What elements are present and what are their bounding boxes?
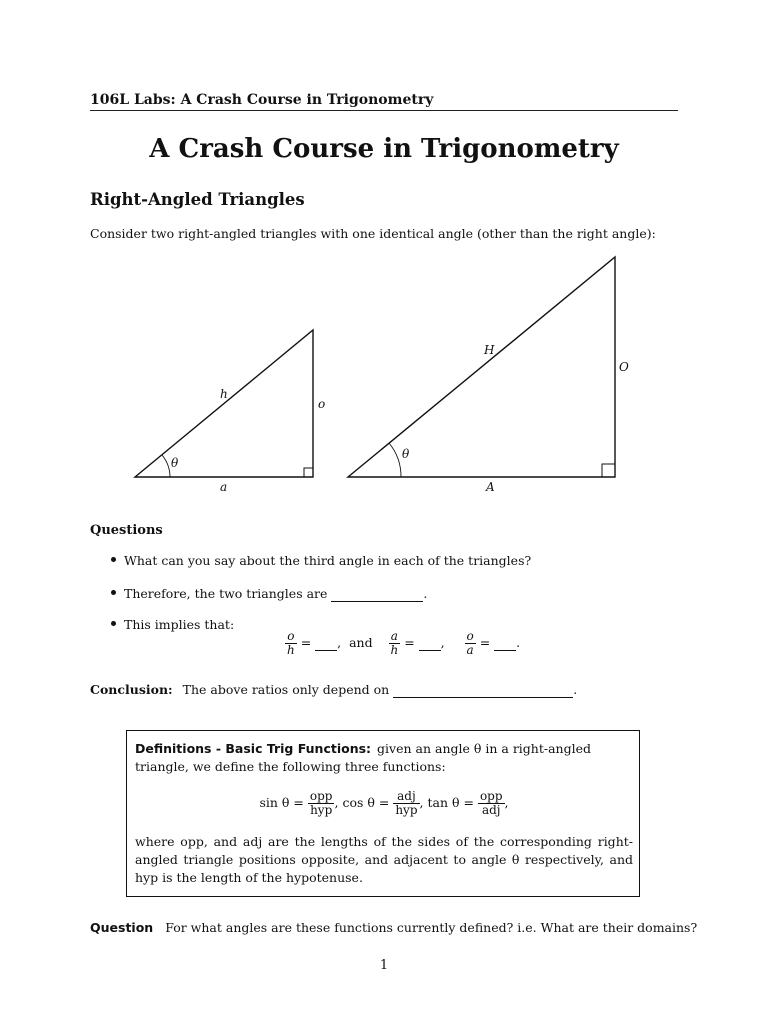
answer-blank xyxy=(315,635,337,651)
page-title: A Crash Course in Trigonometry xyxy=(149,134,619,164)
question-item: Therefore, the two triangles are . xyxy=(111,586,427,602)
question-item: This implies that: xyxy=(111,617,234,632)
final-question-label: Question xyxy=(90,920,154,935)
conclusion: Conclusion: The above ratios only depend on . xyxy=(90,682,578,697)
large-triangle xyxy=(348,257,629,494)
bullet-icon xyxy=(111,557,116,562)
ratio-equations: $\frac{o}{h}$ = , and $\frac{a}{h}$ = , $\frac{o}{a}$ = . xyxy=(287,629,521,657)
cos-fraction: $\frac{\text{adj}}{\text{hyp}}$ xyxy=(395,789,418,817)
ratio-o-over-h: $\frac{o}{h}$ xyxy=(287,629,295,657)
question-item: What can you say about the third angle in each of the triangles? xyxy=(111,553,531,568)
final-question: Question For what angles are these functions currently defined? i.e. What are their domains? xyxy=(90,920,698,935)
large-opp-label: O xyxy=(619,360,629,374)
large-angle-label: θ xyxy=(402,447,410,461)
section-heading: Right-Angled Triangles xyxy=(90,190,305,209)
ratio-a-over-h: $\frac{a}{h}$ xyxy=(390,629,399,657)
small-triangle xyxy=(135,330,325,494)
bullet-icon xyxy=(111,621,116,626)
bullet-icon xyxy=(111,590,116,595)
definition-explanation: where opp, and adj are the lengths of the sides of the corresponding right-angled triangle positions opposite, and adjacent to angle θ respectively, and hyp is the length of the hypotenuse. xyxy=(135,834,633,885)
ratio-o-over-a: $\frac{o}{a}$ xyxy=(466,629,474,657)
triangle-diagram xyxy=(0,240,768,500)
questions-heading: Questions xyxy=(90,523,163,538)
definition-intro: Definitions - Basic Trig Functions: given an angle θ in a right-angled triangle, we define the following three functions: xyxy=(135,741,591,774)
conclusion-label: Conclusion: xyxy=(90,682,173,697)
tan-fraction: $\frac{\text{opp}}{\text{adj}}$ xyxy=(479,789,503,817)
header-rule xyxy=(90,110,678,111)
large-adj-label: A xyxy=(486,480,495,494)
large-hyp-label: H xyxy=(484,343,495,357)
small-opp-label: o xyxy=(318,397,326,411)
small-adj-label: a xyxy=(220,480,228,494)
answer-blank xyxy=(331,586,423,602)
small-hyp-label: h xyxy=(220,387,228,401)
answer-blank xyxy=(393,682,573,698)
answer-blank xyxy=(494,635,516,651)
running-header: 106L Labs: A Crash Course in Trigonometry xyxy=(90,92,434,108)
definition-title: Definitions - Basic Trig Functions: xyxy=(135,741,372,756)
trig-formulas: sin θ = $\frac{\text{opp}}{\text{hyp}}$ , cos θ = $\frac{\text{adj}}{\text{hyp}}$ , tan θ = $\frac{\text{opp}}{\text{adj}}$ , xyxy=(259,789,509,817)
answer-blank xyxy=(419,635,441,651)
sin-fraction: $\frac{\text{opp}}{\text{hyp}}$ xyxy=(309,789,333,817)
small-angle-label: θ xyxy=(171,456,179,470)
page-number: 1 xyxy=(379,958,389,973)
intro-text: Consider two right-angled triangles with one identical angle (other than the right angle): xyxy=(90,226,656,241)
